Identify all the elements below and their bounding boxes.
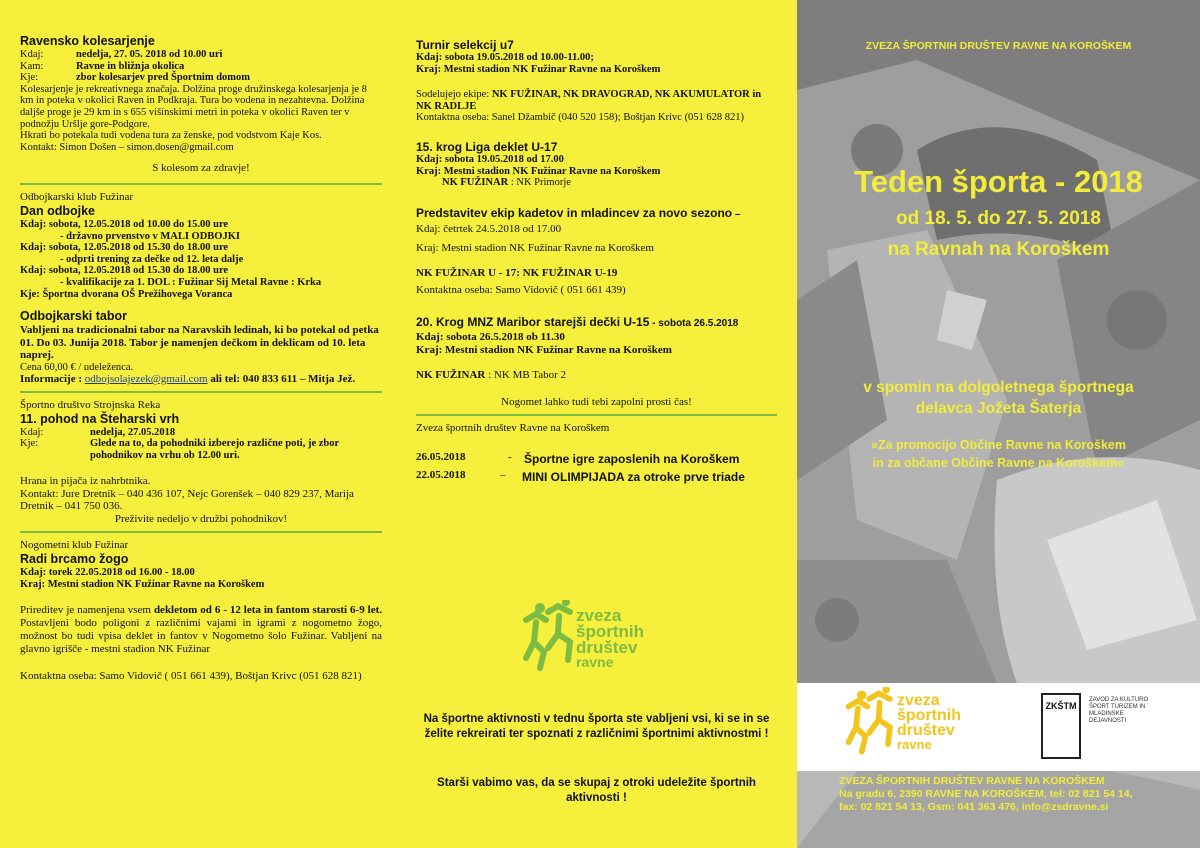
event-dash: - [508, 450, 512, 463]
schedule-line: - odprti trening za dečke od 12. leta dalje [60, 253, 244, 265]
body-highlight: dekletom od 6 - 12 leta in fantom starosti 6-9 let. [153, 604, 382, 617]
zsd-logo [518, 600, 698, 680]
zsd-logo [841, 687, 1021, 767]
row-value: nedelja, 27.05.2018 [90, 426, 176, 438]
memorial-line: delavca Jožeta Šaterja [915, 400, 1082, 417]
footer-address: Na gradu 6, 2390 RAVNE NA KOROŠKEM, tel: 02 821 54 14, [839, 788, 1133, 800]
closing-text: Starši vabimo vas, da se skupaj z otroki udeležite športnih aktivnosti ! [437, 777, 756, 804]
food-text: Hrana in pijača iz nahrbtnika. [20, 475, 151, 488]
date-range: od 18. 5. do 27. 5. 2018 [896, 208, 1101, 229]
divider [20, 391, 382, 393]
cover-panel [797, 0, 1200, 848]
zkstm-mark: ZKŠTM [1045, 701, 1077, 711]
title-suffix: – [732, 208, 741, 220]
middle-panel [400, 0, 797, 848]
section-title: 11. pohod na Šteharski vrh [20, 411, 180, 426]
club-name: Športno društvo Strojnska Reka [20, 398, 161, 411]
event-date: 26.05.2018 [416, 450, 466, 463]
section-title [416, 205, 777, 223]
home-team: NK FUŽINAR [442, 177, 509, 189]
schedule-line: - kvalifikacije za 1. DOL : Fužinar Sij Metal Ravne : Krka [60, 276, 322, 288]
section-title: Ravensko kolesarjenje [20, 34, 155, 48]
contact-text: Kontaktna oseba: Sanel Džambič (040 520 158); Boštjan Krivc (051 628 821) [416, 112, 745, 124]
row-key: Kdaj: [20, 49, 44, 60]
slogan-text: Nogomet lahko tudi tebi zapolni prosti čas! [501, 395, 692, 408]
title-suffix: - sobota 26.5.2018 [649, 317, 739, 329]
org-name: ZVEZA ŠPORTNIH DRUŠTEV RAVNE NA KOROŠKEM [865, 40, 1132, 52]
memorial-line: v spomin na dolgoletnega športnega [863, 379, 1134, 396]
club-name: Odbojkarski klub Fužinar [20, 190, 134, 203]
logo-word: športnih [897, 707, 961, 725]
runners-icon [841, 687, 905, 759]
logo-word: zveza [576, 606, 622, 625]
event-name: Športne igre zaposlenih na Koroškem [524, 451, 740, 466]
row-value: nedelja, 27. 05. 2018 od 10.00 uri [76, 49, 223, 60]
teams-label: Sodelujejo ekipe: [416, 89, 492, 101]
club-name: Nogometni klub Fužinar [20, 538, 129, 551]
info-label: Informacije : [20, 373, 83, 386]
info-row [20, 427, 382, 439]
row-value: Glede na to, da pohodniki izberejo različne poti, je zbor pohodnikov na vrhu ob 12.00 uri. [90, 438, 339, 461]
body-part: Prireditev je namenjena vsem [20, 604, 154, 617]
logo-word: zveza [897, 692, 940, 709]
schedule-line: - državno prvenstvo v MALI ODBOJKI [60, 230, 240, 242]
zkstm-logo [1041, 693, 1081, 759]
section-title: Dan odbojke [20, 203, 96, 218]
row-key: Kam: [20, 60, 44, 72]
page-title: Teden športa - 2018 [854, 164, 1143, 199]
away-team: : NK Primorje [508, 177, 571, 189]
schedule-line: Kje: Športna dvorana OŠ Prežihovega Voranca [20, 288, 233, 300]
divider [416, 414, 777, 416]
section-title [416, 315, 777, 331]
price-text: Cena 60,00 € / udeleženca. [20, 361, 134, 373]
match-line [416, 369, 777, 382]
slogan-text: Preživite nedeljo v družbi pohodnikov! [114, 512, 288, 525]
schedule-line: Kdaj: sobota 19.05.2018 od 17.00 [416, 153, 564, 165]
section-body [20, 604, 382, 656]
title-text: 20. Krog MNZ Maribor starejši dečki U-15 [416, 314, 650, 329]
location-title: na Ravnah na Koroškem [887, 239, 1110, 260]
contact-text: Kontaktna oseba: Samo Vidovič ( 051 661 439) [416, 283, 626, 296]
event-date: 22.05.2018 [416, 468, 466, 481]
section-note: Hkrati bo potekala tudi vodena tura za ženske, pod vodstvom Kaje Kos. [20, 130, 322, 142]
section-body: Kolesarjenje je rekreativnega značaja. Dolžina proge družinskega kolesarjenja je 8 km in poteka v okolici Raven in Podkraja. Tura bo vodena in nezahtevna. Dolžina daljše proge je 29 km in s 655 višinskimi metri in poteka v okolici Raven ter v podnožju Uršlje gore-Podgore. [20, 83, 367, 130]
match-line: NK FUŽINAR U - 17: NK FUŽINAR U-19 [416, 266, 618, 279]
section-title: 15. krog Liga deklet U-17 [416, 139, 558, 154]
section-title: Odbojkarski tabor [20, 309, 127, 324]
footer-contact: fax: 02 821 54 13, Gsm: 041 363 476, info@zsdravne.si [839, 801, 1109, 813]
event-row [416, 451, 777, 467]
away-team: : NK MB Tabor 2 [485, 368, 566, 381]
divider [20, 183, 382, 185]
section-body: Vabljeni na tradicionalni tabor na Naravskih ledinah, ki bo potekal od petka 01. Do 03. Junija 2018. Tabor je namenjen dečkom in deklicam od 10. leta naprej. [20, 324, 379, 362]
divider [20, 531, 382, 533]
slogan-text: S kolesom za zdravje! [152, 162, 250, 175]
zkstm-description: ZAVOD ZA KULTURO ŠPORT TURIZEM IN MLADINSKE DEJAVNOSTI [1089, 697, 1149, 724]
schedule-line: Kdaj: sobota, 12.05.2018 od 15.30 do 18.00 ure [20, 242, 229, 254]
schedule-line: Kdaj: sobota, 12.05.2018 od 10.00 do 15.00 ure [20, 218, 229, 230]
logo-strip [797, 683, 1200, 771]
info-row [20, 49, 382, 61]
logo-word: društev [897, 722, 955, 740]
info-row [20, 72, 382, 84]
schedule-line: Kraj: Mestni stadion NK Fužinar Ravne na Koroškem [416, 165, 661, 177]
title-text: Predstavitev ekip kadetov in mladincev za novo sezono [416, 205, 733, 220]
body-part: Postavljeni bodo poligoni z različnimi vajami in igrami z nogometno žogo, možnost bo tudi vpisa deklet in fantov v Nogometno šolo Fužinar. Vabljeni na glavno igrišče - mestni stadion NK Fužinar [20, 617, 382, 656]
schedule-line: Kraj: Mestni stadion NK Fužinar Ravne na Koroškem [20, 578, 265, 590]
schedule-line: Kdaj: sobota, 12.05.2018 od 15.30 do 18.00 ure [20, 265, 229, 277]
logo-word: športnih [576, 622, 644, 642]
contact-text: Kontakt: Simon Došen – simon.dosen@gmail.com [20, 141, 234, 153]
schedule-line: Kdaj: sobota 26.5.2018 ob 11.30 [416, 330, 565, 343]
info-line [20, 373, 382, 386]
home-team: NK FUŽINAR [416, 368, 486, 381]
section-title: Radi brcamo žogo [20, 551, 129, 566]
teams-line [416, 89, 777, 112]
event-dash: – [500, 468, 506, 481]
row-key: Kje: [20, 72, 39, 84]
logo-word: ravne [576, 654, 614, 671]
schedule-line: Kdaj: torek 22.05.2018 od 16.00 - 18.00 [20, 566, 195, 578]
promo-line: in za občane Občine Ravne na Koroškem« [872, 456, 1125, 470]
logo-word: ravne [897, 736, 932, 752]
section-title: Turnir selekcij u7 [416, 38, 514, 52]
event-name: MINI OLIMPIJADA za otroke prve triade [522, 469, 745, 484]
row-value: zbor kolesarjev pred Športnim domom [76, 72, 251, 84]
contact-text: Kontakt: Jure Dretnik – 040 436 107, Nejc Gorenšek – 040 829 237, Marija Dretnik – 041 750 036. [20, 487, 354, 513]
schedule-line: Kdaj: četrtek 24.5.2018 od 17.00 [416, 222, 562, 235]
left-panel [0, 0, 400, 848]
row-key: Kje: [20, 438, 39, 450]
match-line [416, 177, 777, 189]
closing-text: Na športne aktivnosti v tednu športa ste vabljeni vsi, ki se in se želite rekreirati ter spoznati z različnimi športnimi aktivnostmi ! [423, 713, 770, 740]
logo-word: društev [576, 638, 638, 658]
event-row [416, 469, 777, 485]
row-value: Ravne in bližnja okolica [76, 60, 185, 72]
teams-list: NK FUŽINAR, NK DRAVOGRAD, NK AKUMULATOR in NK RADLJE [416, 89, 762, 112]
row-key: Kdaj: [20, 426, 44, 438]
schedule-line: Kraj: Mestni stadion NK Fužinar Ravne na Koroškem [416, 241, 654, 254]
promo-line: »Za promocijo Občine Ravne na Koroškem [871, 438, 1126, 452]
contact-text: Kontaktna oseba: Samo Vidovič ( 051 661 439), Boštjan Krivc (051 628 821) [20, 670, 362, 683]
email-link[interactable]: odbojsolajezek@gmail.com [84, 373, 208, 386]
schedule-line: Kraj: Mestni stadion NK Fužinar Ravne na Koroškem [416, 63, 661, 75]
info-row [20, 61, 382, 73]
schedule-line: Kraj: Mestni stadion NK Fužinar Ravne na Koroškem [416, 343, 672, 356]
schedule-line: Kdaj: sobota 19.05.2018 od 10.00-11.00; [416, 52, 594, 63]
info-row [20, 438, 382, 461]
info-phone: ali tel: 040 833 611 – Mitja Jež. [210, 373, 356, 386]
club-name: Zveza športnih društev Ravne na Koroškem [416, 421, 610, 434]
footer-org: ZVEZA ŠPORTNIH DRUŠTEV RAVNE NA KOROŠKEM [839, 775, 1105, 787]
